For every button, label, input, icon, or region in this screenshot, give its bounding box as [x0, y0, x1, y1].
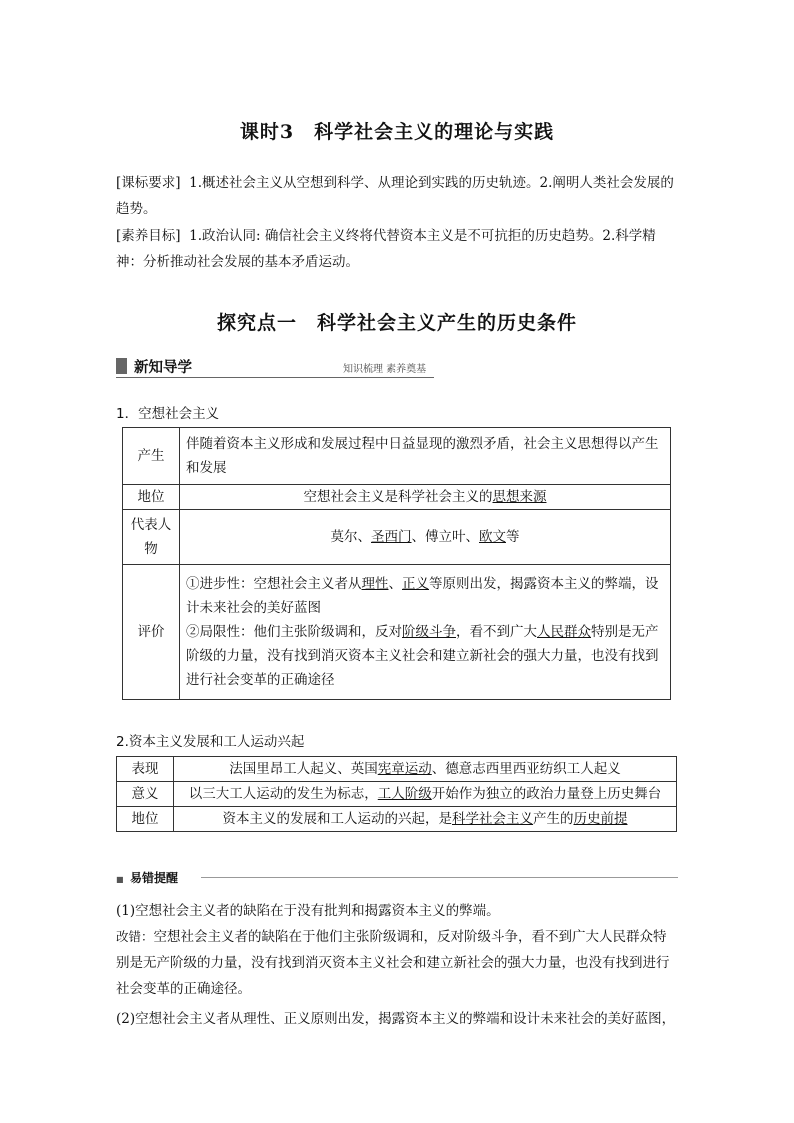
- row-value: [180, 485, 671, 510]
- underlined-text: 思想来源: [492, 489, 547, 505]
- table-row: [123, 510, 671, 565]
- utopian-socialism-table: [122, 427, 671, 700]
- row-key: 地位: [117, 807, 174, 832]
- row-key: 地位: [123, 485, 180, 510]
- row-value: [174, 782, 677, 807]
- part2-heading: 2.资本主义发展和工人运动兴起: [116, 734, 305, 750]
- text: 、傅立叶、: [411, 529, 479, 545]
- banner-marker-icon: [116, 358, 127, 374]
- text: 开始作为独立的政治力量登上历史舞台: [431, 786, 662, 802]
- underlined-text: 阶级斗争: [402, 624, 456, 640]
- underlined-text: 欧文: [479, 529, 506, 545]
- limitation: [186, 620, 664, 692]
- text: 莫尔、: [330, 529, 371, 545]
- text: 空想社会主义是科学社会主义的: [303, 489, 493, 505]
- table-row: [123, 428, 671, 485]
- tip-divider: [201, 877, 678, 878]
- literacy-text: 1.政治认同: 确信社会主义终将代替资本主义是不可抗拒的历史趋势。2.科学精神：分析推动社会发展的基本矛盾运动。: [116, 228, 656, 270]
- underlined-text: 工人阶级: [377, 786, 432, 802]
- row-key: 产生: [123, 428, 180, 485]
- table-row: [123, 485, 671, 510]
- curriculum-label: [课标要求]: [116, 175, 181, 191]
- text: 特别是无产阶级的力量，没有找到消灭资本主义社会和建立新社会的强大力量，也没有找到进行社会变革的正确途径: [186, 624, 659, 688]
- row-value: [174, 757, 677, 782]
- tip-item-1: (1)空想社会主义者的缺陷在于没有批判和揭露资本主义的弊端。: [116, 903, 500, 919]
- table-row: [117, 782, 677, 807]
- row-key: 代表人物: [123, 510, 180, 565]
- underlined-text: 历史前提: [573, 811, 628, 827]
- row-value: [180, 510, 671, 565]
- new-knowledge-banner: [116, 356, 434, 376]
- table-row: [123, 565, 671, 700]
- text: 等: [506, 529, 520, 545]
- literacy-label: [素养目标]: [116, 228, 181, 244]
- curriculum-requirement: [116, 170, 678, 222]
- curriculum-text: 1.概述社会主义从空想到科学、从理论到实践的历史轨迹。2.阐明人类社会发展的趋势。: [116, 175, 674, 217]
- row-key: 意义: [117, 782, 174, 807]
- underlined-text: 圣西门: [371, 529, 412, 545]
- underlined-text: 科学社会主义: [452, 811, 533, 827]
- banner-subtitle: 知识梳理 素养奠基: [343, 364, 427, 375]
- underlined-text: 宪章运动: [377, 761, 432, 777]
- text: 等原则出发，揭露资本主义的弊端，设计未来社会的美好蓝图: [186, 576, 659, 616]
- table-row: [117, 757, 677, 782]
- part1-heading: 1．空想社会主义: [116, 406, 220, 422]
- tip-bullet-icon: ■: [116, 875, 124, 884]
- tip-label: 易错提醒: [130, 871, 179, 885]
- labor-movement-table: [116, 756, 677, 832]
- underlined-text: 理性: [361, 576, 389, 592]
- text: ①进步性：空想社会主义者从: [186, 576, 362, 592]
- row-key: 评价: [123, 565, 180, 700]
- tip-correction: [116, 924, 678, 1002]
- text: ②局限性：他们主张阶级调和，反对: [186, 624, 402, 640]
- lesson-title: 课时3 科学社会主义的理论与实践: [239, 121, 555, 143]
- correction-text: 空想社会主义者的缺陷在于他们主张阶级调和，反对阶级斗争，看不到广大人民群众特别是无产阶级的力量，没有找到消灭资本主义社会和建立新社会的强大力量，也没有找到进行社会变革的正确途径。: [116, 929, 670, 997]
- text: 以三大工人运动的发生为标志，: [188, 786, 378, 802]
- correction-label: 改错：: [116, 929, 154, 944]
- text: 法国里昂工人起义、英国: [229, 761, 378, 777]
- banner-label: 新知导学: [134, 360, 192, 376]
- underlined-text: 正义: [402, 576, 429, 592]
- banner-divider: [116, 377, 434, 378]
- error-tip-header: [116, 869, 678, 885]
- literacy-goal: [116, 223, 678, 275]
- progressiveness: [186, 572, 664, 620]
- underlined-text: 人民群众: [537, 624, 591, 640]
- row-value: [174, 807, 677, 832]
- text: 、德意志西里西亚纺织工人起义: [431, 761, 621, 777]
- row-key: 表现: [117, 757, 174, 782]
- text: 资本主义的发展和工人运动的兴起，是: [222, 811, 452, 827]
- section-title: 探究点一 科学社会主义产生的历史条件: [216, 312, 577, 334]
- text: ，看不到广大: [456, 624, 537, 640]
- text: 产生的: [533, 811, 574, 827]
- row-value: 伴随着资本主义形成和发展过程中日益显现的激烈矛盾，社会主义思想得以产生和发展: [180, 428, 671, 485]
- tip-item-2: (2)空想社会主义者从理性、正义原则出发，揭露资本主义的弊端和设计未来社会的美好蓝图，: [116, 1011, 676, 1027]
- table-row: [117, 807, 677, 832]
- row-value: [180, 565, 671, 700]
- text: 、: [388, 576, 402, 592]
